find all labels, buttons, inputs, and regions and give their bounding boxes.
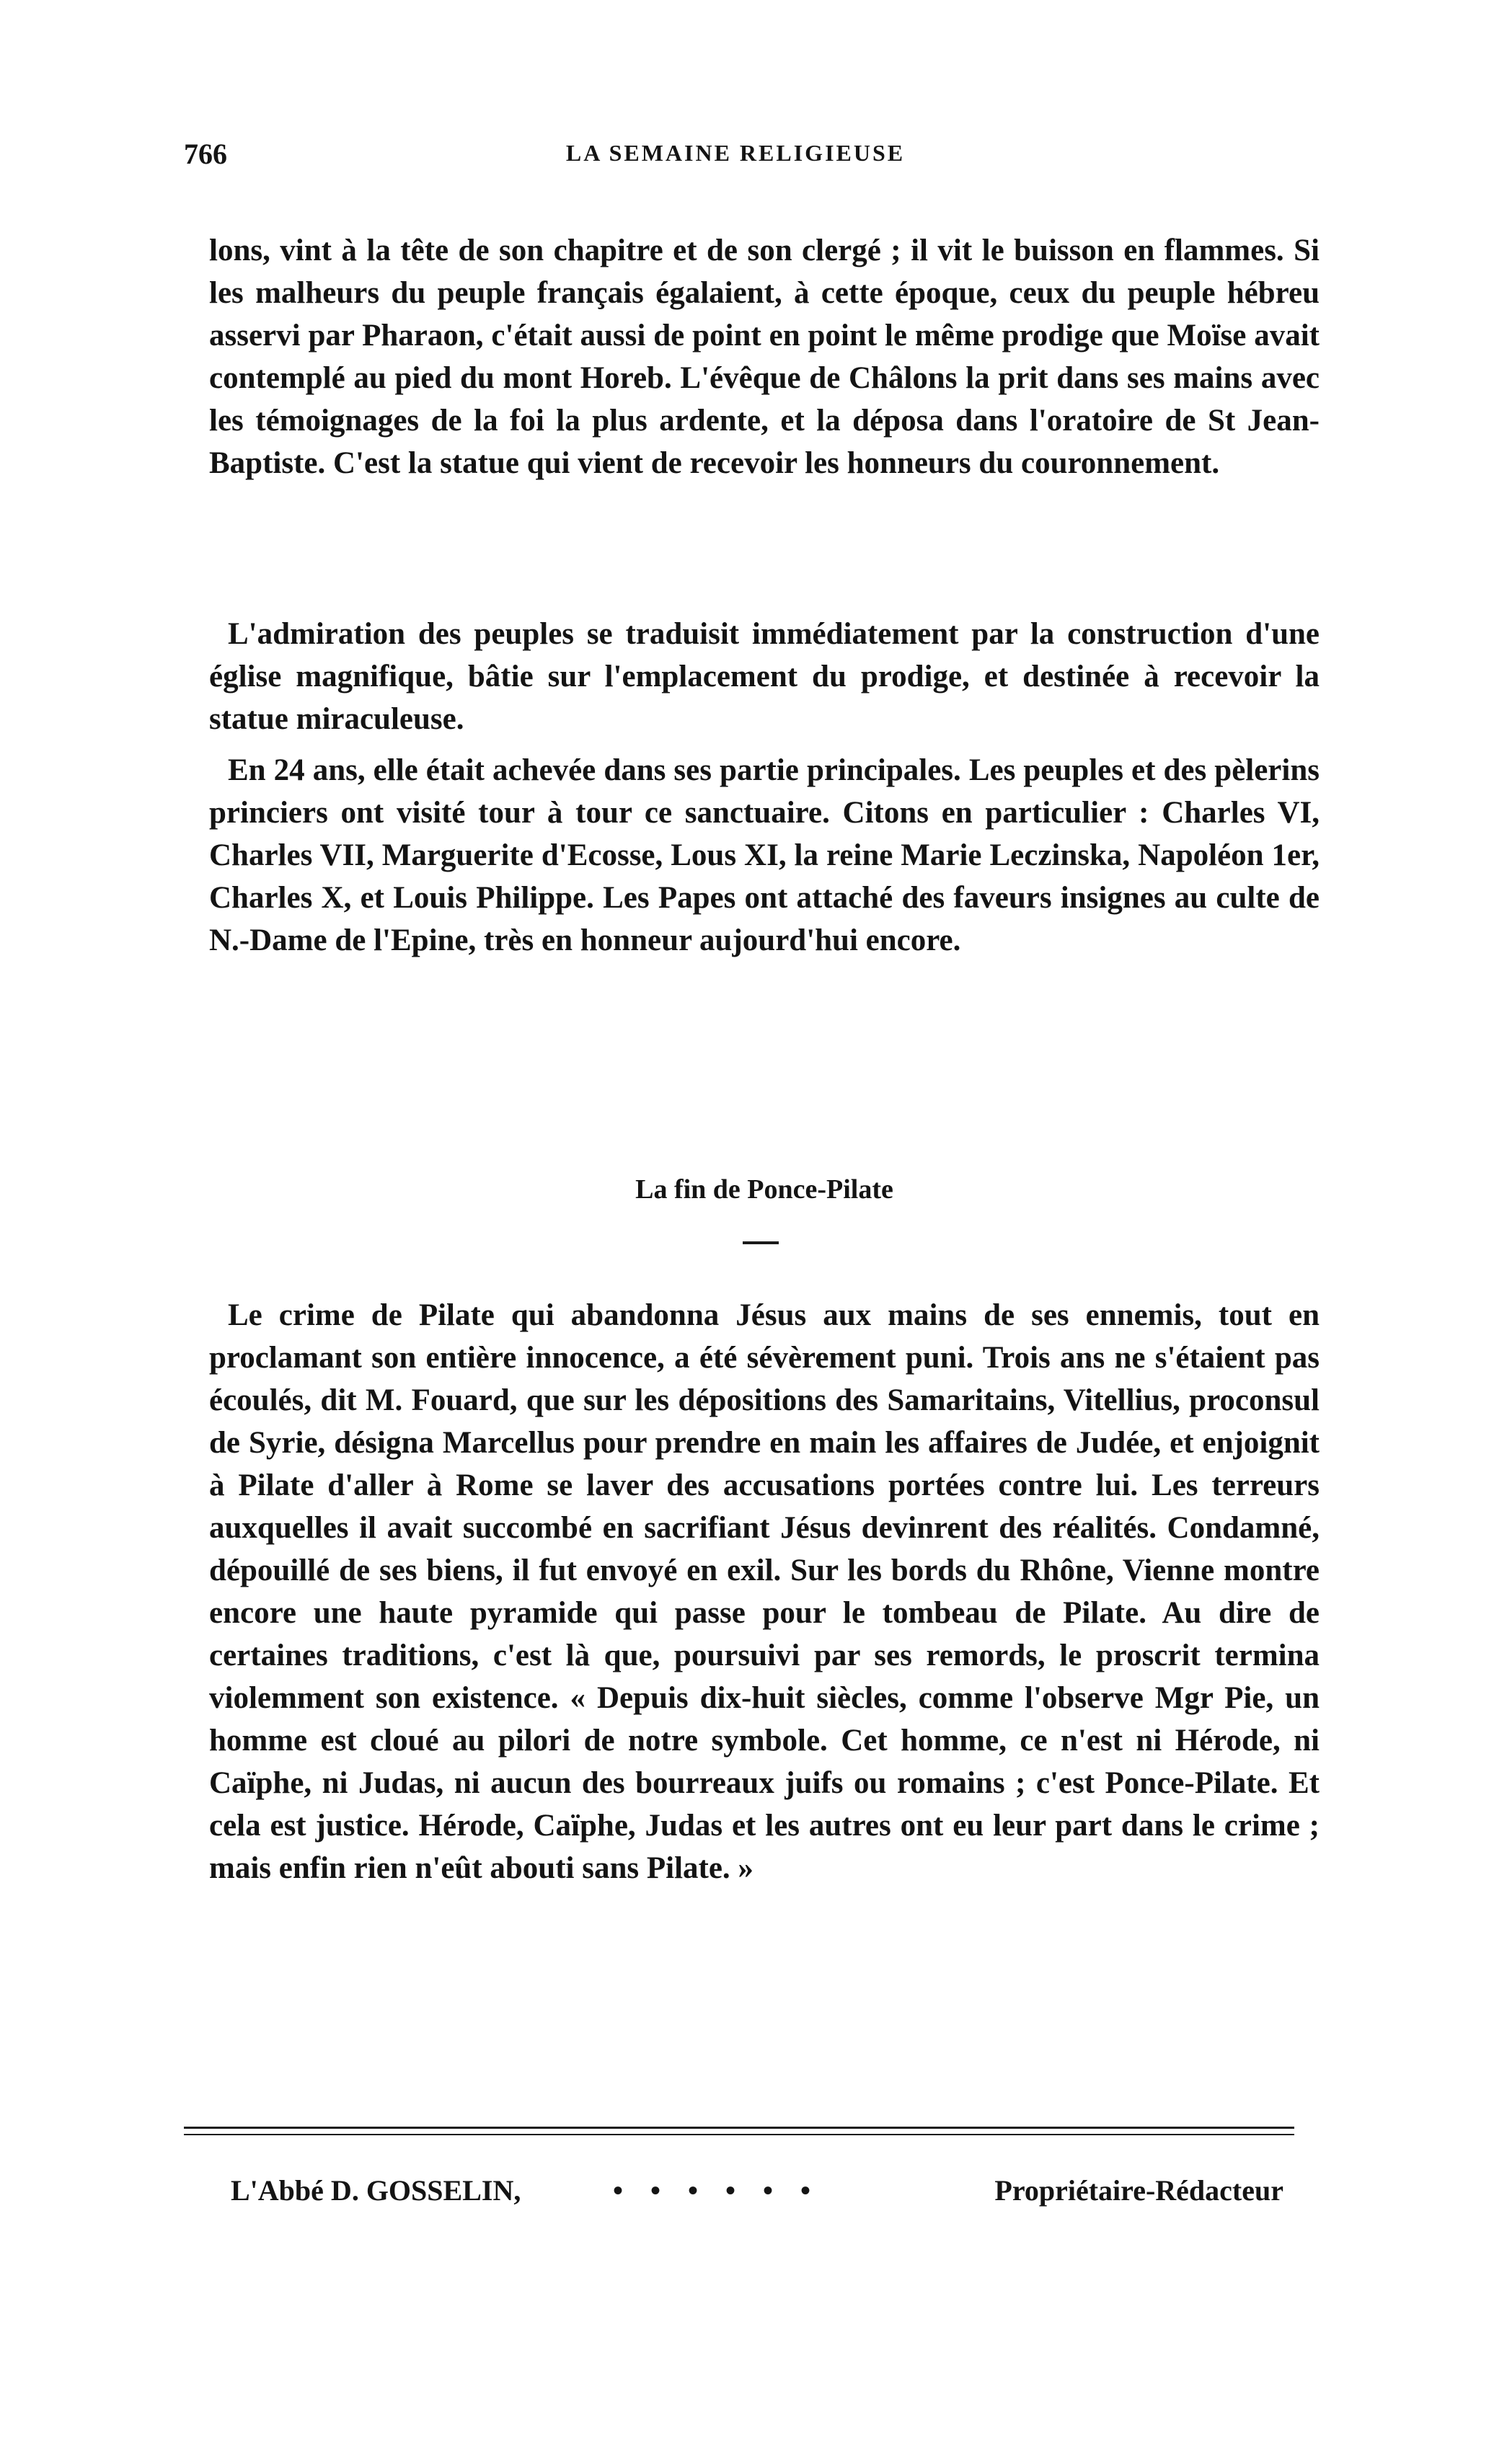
paragraph: En 24 ans, elle était achevée dans ses partie principales. Les peuples et des pèlerins princiers ont visité tour à tour ce sanctuaire. Citons en particulier : Charles VI, Charles VII, Marguerite d'Ecosse, Lous XI, la reine Marie Leczinska, Napoléon 1er, Charles X, et Louis Philippe. Les Papes ont attaché des faveurs insignes au culte de N.-Dame de l'Epine, très en honneur aujourd'hui encore. (209, 753, 1320, 957)
paragraph: L'admiration des peuples se traduisit immédiatement par la construction d'une église magnifique, bâtie sur l'emplacement du prodige, et destinée à recevoir la statue miraculeuse. (209, 617, 1320, 736)
continued-paragraph (209, 229, 1320, 484)
page-number: 766 (184, 138, 227, 170)
paragraph: Le crime de Pilate qui abandonna Jésus aux mains de ses ennemis, tout en proclamant son entière innocence, a été sévèrement puni. Trois ans ne s'étaient pas écoulés, dit M. Fouard, que sur les dépositions des Samaritains, Vitellius, proconsul de Syrie, désigna Marcellus pour prendre en main les affaires de Judée, et enjoignit à Pilate d'aller à Rome se laver des accusations portées contre lui. Les terreurs auxquelles il avait succombé en sacrifiant Jésus devinrent des réalités. Condamné, dépouillé de ses biens, il fut envoyé en exil. Sur les bords du Rhône, Vienne montre encore une haute pyramide qui passe pour le tombeau de Pilate. Au dire de certaines traditions, c'est là que, poursuivi par ses remords, le proscrit termina violemment son existence. « Depuis dix-huit siècles, comme l'observe Mgr Pie, un homme est cloué au pilori de notre symbole. Cet homme, ce n'est ni Hérode, ni Caïphe, ni Judas, ni aucun des bourreaux juifs ou romains ; c'est Ponce-Pilate. Et cela est justice. Hérode, Caïphe, Judas et les autres ont eu leur part dans le crime ; mais enfin rien n'eût abouti sans Pilate. » (209, 1298, 1320, 1885)
section-title: La fin de Ponce-Pilate (635, 1174, 893, 1205)
footer-rule (184, 2127, 1294, 2135)
paragraph-group (209, 613, 1320, 962)
paragraph: lons, vint à la tête de son chapitre et de son clergé ; il vit le buisson en flammes. Si les malheurs du peuple français égalaient, à cette époque, ceux du peuple hébreu asservi par Pharaon, c'était aussi de point en point le même prodige que Moïse avait contemplé au pied du mont Horeb. L'évêque de Châlons la prit dans ses mains avec les témoignages de la foi la plus ardente, et la déposa dans l'oratoire de St Jean-Baptiste. C'est la statue qui vient de recevoir les honneurs du couronnement. (209, 234, 1320, 480)
author-role: Propriétaire-Rédacteur (994, 2174, 1283, 2207)
title-rule (743, 1241, 779, 1244)
journal-title: LA SEMAINE RELIGIEUSE (565, 140, 906, 166)
leader-dots: • • • • • • (613, 2174, 821, 2207)
running-head (184, 137, 1287, 180)
footer-signature (231, 2173, 1283, 2217)
section-body (209, 1294, 1320, 1889)
author-name: L'Abbé D. GOSSELIN, (231, 2174, 521, 2207)
